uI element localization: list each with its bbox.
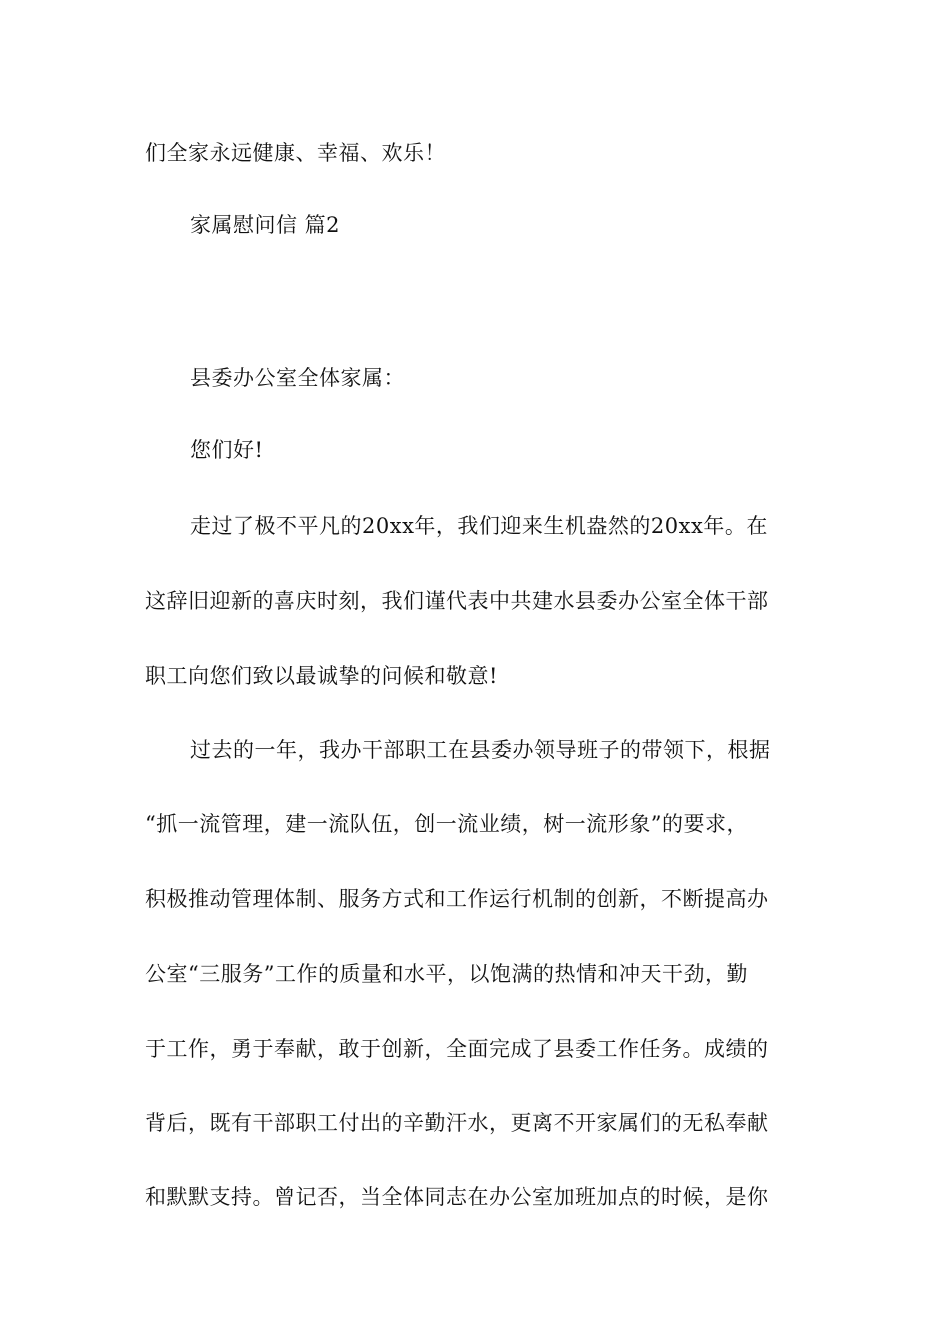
text-line: “抓一流管理，建一流队伍，创一流业绩，树一流形象”的要求，	[145, 812, 748, 836]
text-line: 这辞旧迎新的喜庆时刻，我们谨代表中共建水县委办公室全体干部	[145, 589, 769, 613]
text-line: 们全家永远健康、幸福、欢乐！	[145, 141, 446, 165]
text-line: 职工向您们致以最诚挚的问候和敬意!	[145, 664, 498, 688]
section-heading: 家属慰问信 篇2	[190, 213, 341, 237]
text-line: 积极推动管理体制、服务方式和工作运行机制的创新，不断提高办	[145, 887, 769, 911]
salutation: 县委办公室全体家属：	[190, 366, 405, 390]
text-line: 走过了极不平凡的20xx年，我们迎来生机盎然的20xx年。在	[190, 514, 768, 538]
text-line: 和默默支持。曾记否，当全体同志在办公室加班加点的时候，是你	[145, 1185, 769, 1209]
text-line: 公室“三服务”工作的质量和水平，以饱满的热情和冲天干劲，勤	[145, 962, 748, 986]
text-line: 于工作，勇于奉献，敢于创新，全面完成了县委工作任务。成绩的	[145, 1037, 769, 1061]
text-line: 背后，既有干部职工付出的辛勤汗水，更离不开家属们的无私奉献	[145, 1111, 769, 1135]
greeting: 您们好!	[190, 438, 264, 462]
text-line: 过去的一年，我办干部职工在县委办领导班子的带领下，根据	[190, 738, 771, 762]
